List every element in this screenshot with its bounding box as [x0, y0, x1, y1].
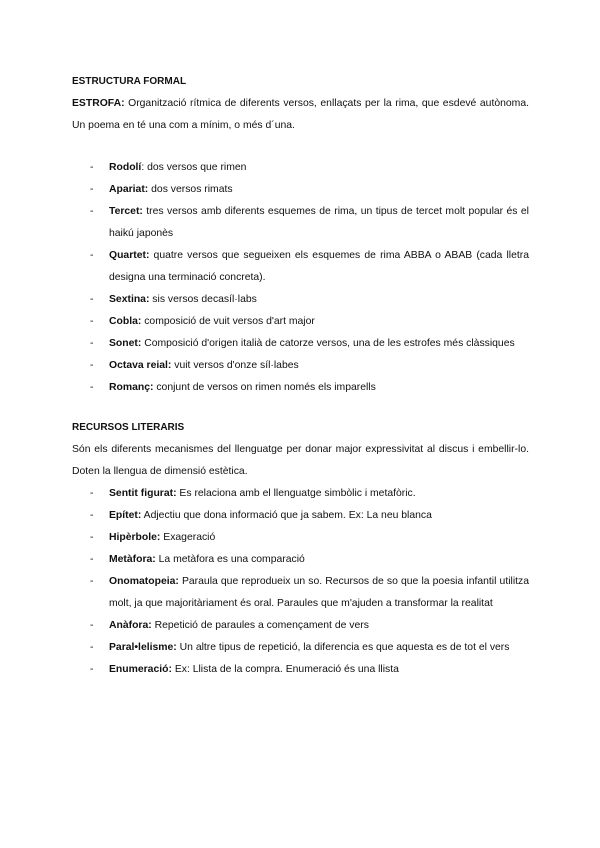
- list-item: - Romanç: conjunt de versos on rimen només els imparells: [90, 382, 376, 393]
- list-item: - Tercet: tres versos amb diferents esquemes de rima, un tipus de tercet molt popular és el haikú japonès: [90, 206, 529, 239]
- section-heading: RECURSOS LITERARIS: [72, 422, 185, 433]
- list-item: - Paral•lelisme: Un altre tipus de repetició, la diferencia es que aquesta es de tot el vers: [90, 642, 510, 653]
- intro-text: Són els diferents mecanismes del llenguatge per donar major expressivitat al discus i embellir-lo. Doten la llengua de dimensió estètica.: [72, 444, 529, 477]
- list-item: - Hipèrbole: Exageració: [90, 532, 216, 543]
- list-item: - Quartet: quatre versos que segueixen els esquemes de rima ABBA o ABAB (cada lletra designa una terminació concreta).: [90, 250, 529, 283]
- section-heading: ESTRUCTURA FORMAL: [72, 76, 187, 87]
- section-recursos-literaris: [72, 421, 529, 681]
- list-item: - Sentit figurat: Es relaciona amb el llenguatge simbòlic i metafòric.: [90, 488, 416, 499]
- list-item: - Onomatopeia: Paraula que reprodueix un so. Recursos de so que la poesia infantil utilitza molt, ja que majoritàriament és oral. Paraules que m'ajuden a transformar la realitat: [90, 576, 529, 609]
- recursos-list: [72, 483, 529, 681]
- intro-paragraph: [72, 93, 529, 137]
- estrofa-list: [72, 157, 529, 399]
- list-item: - Sextina: sis versos decasíl·labs: [90, 294, 257, 305]
- list-item: - Octava reial: vuit versos d'onze síl·labes: [90, 360, 299, 371]
- intro-text: Organització rítmica de diferents versos, enllaçats per la rima, que esdevé autònoma. Un poema en té una com a mínim, o més d´una.: [72, 98, 529, 131]
- list-item: - Epítet: Adjectiu que dona informació que ja sabem. Ex: La neu blanca: [90, 510, 432, 521]
- list-item: - Cobla: composició de vuit versos d'art major: [90, 316, 315, 327]
- list-item: - Metàfora: La metàfora es una comparació: [90, 554, 305, 565]
- list-item: - Sonet: Composició d'origen italià de catorze versos, una de les estrofes més clàssiques: [90, 338, 515, 349]
- list-item: - Anàfora: Repetició de paraules a començament de vers: [90, 620, 369, 631]
- list-item: - Rodolí: dos versos que rimen: [90, 162, 247, 173]
- list-item: - Apariat: dos versos rimats: [90, 184, 233, 195]
- intro-term: ESTROFA:: [72, 98, 125, 109]
- list-item: - Enumeració: Ex: Llista de la compra. Enumeració és una llista: [90, 664, 399, 675]
- section-estructura-formal: [72, 75, 529, 399]
